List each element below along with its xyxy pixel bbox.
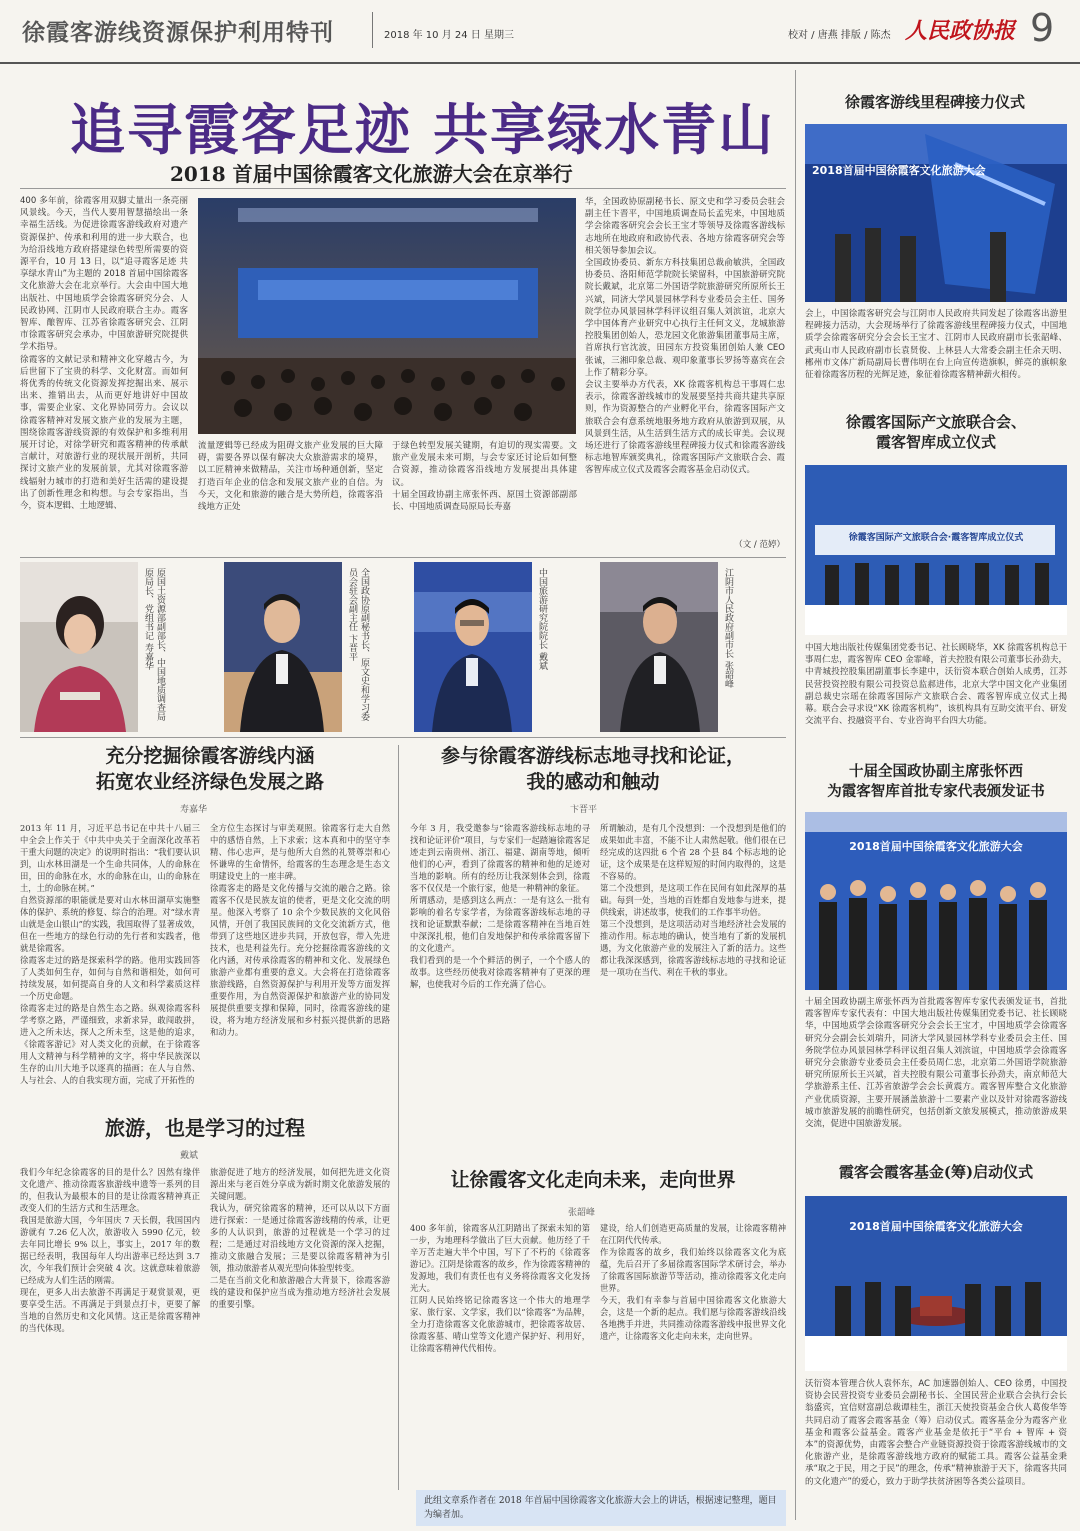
article-1-title-line-2: 拓宽农业经济绿色发展之路 (95, 770, 324, 793)
article-4-column-1: 400 多年前，徐霞客从江阴踏出了探索未知的第一步，为地理科学做出了巨大贡献。他历经了千辛万苦走遍大半个中国，写下了不朽的《徐霞客游记》。江阴是徐霞客的故乡，作为徐霞客精神的发源地，我们有责任也有义务将徐霞客文化发扬光大。 江阴人民始终铭记徐霞客这一个伟大的地理学家、旅行家、文学家，我们以“徐霞客”为品牌，全力打造徐霞客文化旅游城市，把徐霞客故居、徐霞客墓、晴山堂等文化遗产保护好、利用好，让徐霞客精神代代相传。 (410, 1223, 590, 1353)
portrait-dai-bin-illustration (414, 562, 532, 732)
article-2-column-2: 所谓触动，是有几个没想到：一个没想到是他们的成果如此丰富，不能不让人肃然起敬。他们很在已经完成的这四批 6 个省 28 个县 84 个标志地的论证，这个成果是在这样短短的时间内取得的，这是不容易的。 第二个没想到，是这项工作在民间有如此深厚的基础。每到一处，当地的百姓都自发地参与进来，提供线索，讲述故事，使我们的工作事半功倍。 第三个没想到，是这项活动对当地经济社会发展的推动作用。标志地的确认，使当地有了新的发展机遇，为文化旅游产业的发展注入了新的活力。这些都让我深深感到，徐霞客游线标志地的寻找和论证是一项功在当代、利在千秋的事业。 (600, 823, 786, 977)
sidebar-4-banner: 2018首届中国徐霞客文化旅游大会 (849, 1220, 1023, 1233)
article-4-column-2: 建设，给人们创造更高质量的发展，让徐霞客精神在江阴代代传承。 作为徐霞客的故乡，我们始终以徐霞客文化为底蕴，先后召开了多届徐霞客国际学术研讨会，举办了徐霞客国际旅游节等活动，推动徐霞客文化走向世界。 今天，我们有幸参与首届中国徐霞客文化旅游大会，这是一个新的起点。我们愿与徐霞客游线沿线各地携手并进，共同推动徐霞客游线申报世界文化遗产，让徐霞客文化走向未来，走向世界。 (600, 1223, 786, 1341)
conference-hall-photo (198, 198, 576, 434)
publication-date: 2018 年 10 月 24 日 星期三 (384, 30, 514, 41)
sidebar-2-title-line-1: 徐霞客国际产文旅联合会、 (845, 413, 1026, 431)
article-2-title-line-2: 我的感动和触动 (526, 770, 660, 793)
sidebar-1-banner: 2018首届中国徐霞客文化旅游大会 (812, 164, 986, 177)
newspaper-logo: 人民政协报 (905, 18, 1016, 44)
portraits-bottom-rule (20, 737, 786, 738)
article-4-title: 让徐霞客文化走向未来，走向世界 (450, 1169, 736, 1191)
article-3-title: 旅游，也是学习的过程 (105, 1116, 305, 1140)
article-3-author: 戴斌 (180, 1151, 199, 1161)
conference-hall-illustration (198, 198, 576, 434)
sidebar-2-title-line-2: 霞客智库成立仪式 (875, 433, 996, 452)
articles-vertical-rule (398, 745, 399, 1490)
sidebar-1-title: 徐霞客游线里程碑接力仪式 (844, 93, 1025, 111)
sidebar-3-title-line-1: 十届全国政协副主席张怀西 (849, 763, 1023, 780)
article-2-column-1: 今年 3 月，我受邀参与“徐霞客游线标志地的寻找和论证评价”项目，与专家们一起踏遍徐霞客足迹走到云南贵州、浙江、福建、湖南等地，倾听他们的心声，看到了徐霞客的精神和他的足迹对当地的影响。所有的经历让我深刻体会到，徐霞客不仅仅是一个旅行家，他是一种精神的象征。 所谓感动，是感到这么两点：一是有这么一批有影响的着名专家学者，为徐霞客游线标志地的寻找和论证默默奉献；二是徐霞客精神在当地百姓中深深扎根，他们自发地保护和传承徐霞客留下的文化遗产。 我们看到的是一个个鲜活的例子，一个个感人的故事。这些经历使我对徐霞客精神有了更深的理解，也使我对今后的工作充满了信心。 (410, 823, 590, 989)
sidebar-4-title: 霞客会霞客基金(筹)启动仪式 (838, 1163, 1034, 1181)
article-1-column-1: 2013 年 11 月，习近平总书记在中共十八届三中全会上作关于《中共中央关于全面深化改革若干重大问题的决定》的说明时指出：“我们要认识到，山水林田湖是一个生命共同体，人的命脉在田，田的命脉在水，水的命脉在山，山的命脉在土，土的命脉在树。” 自然资源部的职能就是要对山水林田湖草实施整体的保护、系统的修复、综合的治理。对“绿水青山就是金山银山”的实践，我国取得了显著成效，但在一些地方的绿色行动的先行者和实践者，他就是徐霞客。 徐霞客走过的路是探索科学的路。他用实践回答了人类如何生存，如何与自然和谐相处，如何可持续发展，如何提高自身的人文和科学素质这样一个历史命题。 徐霞客走过的路是自然生态之路。纵观徐霞客科学考察之路，严谨细致，求新求异，敢闯敢拼，进入之所未达，探人之所未至，这是他的追求，《徐霞客游记》对人类文化的贡献，在于徐霞客用人文精神与科学精神的文字，将中华民族深以生存的山川大地予以逐真的描画；在人与自然、人与社会、人的自我实现方面，完成了开拓性的 (20, 823, 200, 1085)
portrait-caption-zhang: 江阴市人民政府副市长 张韶峰 (723, 568, 733, 688)
federation-launch-illustration (805, 465, 1067, 635)
sidebar-2-title (805, 412, 1067, 453)
sidebar-4-text: 沃衍资本管理合伙人袁怀东，AC 加速器创始人、CEO 徐勇，中国投资协会民营投资专业委员会副秘书长、全国民营企业联合会执行会长翁盛宾，宜信财富副总裁谭桂生，浙江天使投资基金合伙人葛俊华等共同启动了霞客会霞客基金（筹）启动仪式。霞客基金分为霞客产业基金和霞客公益基金。霞客产业基金是依托于“平台 + 智库 + 资本”的资源优势，由霞客会整合产业链资源投资于徐霞客游线城市的文化旅游产业，是徐霞客游线地方政府的赋能工具。霞客公益基金秉承“取之于民，用之于民”的理念，传承“精神旅游于天下，徐霞客共同的文化遗产”的爱心，致力于助学扶贫济困等各类公益项目。 (805, 1379, 1067, 1487)
article-3-column-1: 我们今年纪念徐霞客的目的是什么？因然有缘伴文化遗产、推动徐霞客旅游线申遗等一系列的目的，但我认为最根本的目的是让徐霞客精神真正改变人们的生活方式和生活理念。 我国是旅游大国，今年国庆 7 天长假，我国国内游就有 7.26 亿人次，旅游收入 5990 亿元，较去年同比增长 9% 以上，事实上，2017 年的数据已经表明，我国每年人均出游率已经达到 3.7 次，今年我们预计会突破 4 次。这就意味着旅游已经成为人们生活的刚需。 现在，更多人出去旅游不再满足于观赏景观，更要享受生活。不再满足于到景点打卡，更要了解当地的自然历史和文化风情。这正是徐霞客精神的当代体现。 (20, 1167, 200, 1333)
portrait-bian-jinping-illustration (224, 562, 342, 732)
portrait-caption-bian: 全国政协原副秘书长、原文史和学习委员会驻会副主任 卞晋平 (347, 568, 369, 721)
sidebar-2-banner: 徐霞客国际产文旅联合会·霞客智库成立仪式 (848, 533, 1024, 543)
lead-column-4: 华，全国政协原副秘书长、原文史和学习委员会驻会副主任卞晋平，中国地质调查局长孟宪来，中国地质学会徐霞客研究会会长王宝才等领导及徐霞客游线标志地所在地政府和政协代表、各地方徐霞客研究会等相关领导参加会议。 全国政协委员、新东方科技集团总裁俞敏洪，全国政协委员、洛阳师范学院院长梁留科，中国旅游研究院院长戴斌，北京第二外国语学院旅游研究所原所长王兴斌，同济大学风景园林学科专业委员会主任、国务院学位办风景园林学科评议组召集人刘滨谊，北京大学中国体育产业研究中心执行主任何文义，龙城旅游控股集团创始人，恐龙园文化旅游集团董事局主席，首席执行官沈波，田园东方投资集团创始人兼 CEO 张诚，三湘印象总裁、观印象董事长罗扬等嘉宾在会上作了精彩分享。 会议主要举办方代表，XK 徐霞客机构总干事周仁忠表示，徐霞客游线城市的发展要坚持共商共建共享原则，作为资源整合的产业孵化平台，徐霞客国际产文旅联合会有意系统地服务地方政府从旅游到双展，从风景到生活，从生活到生活方式的成长审美。会议现场还进行了徐霞客游线里程碑接力仪式和徐霞客游线标志地智库颁奖典礼，徐霞客国际产文旅联合会、霞客智库成立仪式及霞客会霞客基金启动仪式。 (585, 197, 785, 476)
sidebar-1-photo (805, 124, 1067, 302)
main-headline: 追寻霞客足迹 共享绿水青山 (70, 98, 776, 162)
portrait-dai-bin (414, 562, 532, 732)
article-4-author: 张韶峰 (568, 1208, 596, 1218)
portrait-shou-jiahua-illustration (20, 562, 138, 732)
portrait-zhang-shaofeng (600, 562, 718, 732)
sidebar-1-text: 会上，中国徐霞客研究会与江阴市人民政府共同发起了徐霞客出游里程碑接力活动，大会现场举行了徐霞客游线里程碑接力仪式，中国地质学会徐霞客研究分会会长王宝才、江阴市人民政府副市长张韶峰、武夷山市人民政府副市长袁贤俊、上林县人大常委会副主任余天明、郴州市文体广新局副局长曹伟明在台上向宣传造旗帜，鲜亮的旗帜象征着徐霞客历程的光辉足迹，象征着徐霞客精神薪火相传。 (805, 309, 1067, 381)
portrait-caption-dai: 中国旅游研究院院长 戴斌 (537, 568, 547, 670)
sidebar-3-title-line-2: 为霞客智库首批专家代表颁发证书 (827, 782, 1045, 800)
article-1-title-line-1: 充分挖掘徐霞客游线内涵 (105, 745, 315, 767)
sidebar-3-text: 十届全国政协副主席张怀西为首批霞客智库专家代表颁发证书，首批霞客智库专家代表有：中国大地出版社传媒集团党委书记、社长顾晓华，中国地质学会徐霞客研究分会会长王宝才，中国地质学会徐霞客研究分会副会长刘瑞升，同济大学风景园林学科专业委员会主任、国务院学位办风景园林学科评议组召集人刘滨谊，中国地质学会徐霞客研究分会旅游专业委员会主任委员周仁忠，北京第二外国语学院旅游研究所原所长王兴斌，首夫控股有限公司董事长孙劲夫，南京师范大学旅游系主任、江苏省旅游学会会长黄震方。霞客智库整合文化旅游产业优质资源，主要开展涵盖旅游十二要素产业以及针对徐霞客游线城市旅游发展的前瞻性研究，包括创新文旅发展模式，推动旅游成果交流，促进中国旅游发展。 (805, 997, 1067, 1130)
portrait-shou-jiahua (20, 562, 138, 732)
headline-rule (20, 188, 786, 189)
editor-note: 此组文章系作者在 2018 年首届中国徐霞客文化旅游大会上的讲话，根据速记整理，题目为编者加。 (416, 1490, 786, 1526)
article-1-column-2: 全方位生态探讨与审美观照。徐霞客行走大自然中的感悟自然，上下求索；这本真和中的坚守李精、伟心忠声，是与他所大自然的礼赞尊崇和心怀谦卑的生命情怀，给霞客的生态理念是生态文明建设史上的一座丰碑。 徐霞客走的路是文化传播与交流的融合之路。徐霞客不仅是民族友谊的使者，更是文化交流的明星。他深入考察了 10 余个少数民族的文化风俗风情，开创了我国民族间的文化交流新方式，他带到了这些地区进步共同，开放包容，带入先进技术，也是利益先行。充分挖掘徐霞客游线的文化内涵，对传承徐霞客的精神和文化、发展绿色旅游产业都有重要的意义。大会将在打造徐霞客旅游线路，自然资源保护与利用开发等方面发挥重要作用，为自然资源保护和旅游产业的协同发展提供重要支撑和保障，同时，徐霞客游线的建设，将为地方经济发展和乡村振兴提供新的思路和动力。 (210, 823, 390, 1037)
lead-column-2: 流量逻辑等已经成为阻碍文旅产业发展的巨大障碍，需要各界以保有解决大众旅游需求的境界，以工匠精神来做精品，关注市场种通创新，坚定打造百年企业的信念和发展文旅产业的自信。为今天，文化和旅游的融合是大势所趋，徐霞客沿线地方正处 (198, 441, 383, 513)
sidebar-divider (795, 70, 796, 1520)
portrait-caption-shou: 原国土资源部副部长、中国地质调查局原局长、党组书记 寿嘉华 (143, 568, 165, 721)
article-1-author: 寿嘉华 (180, 805, 208, 815)
sidebar-2-text: 中国大地出版社传媒集团党委书记、社长顾晓华，XK 徐霞客机构总干事周仁忠，霞客智库 CEO 金霏峰，首夫控股有限公司董事长孙劲夫，中青城投控股集团副董事长李建中，沃衍资本联合创始人成勇，江苏民营投资控股有限公司投资总监郝进伟，北京大学中国文化产业集团副总裁史宗瑶在徐霞客国际产文旅联合会、霞客智库成立仪式上揭幕。联合会寻求设“XK 徐霞客机构”，该机构具有互助交流平台、研发交流平台、投融资平台、专业咨询平台四大功能。 (805, 643, 1067, 727)
editors-credit: 校对 / 唐燕 排版 / 陈杰 (788, 30, 891, 41)
section-title: 徐霞客游线资源保护利用特刊 (22, 20, 334, 46)
lead-column-1: 400 多年前，徐霞客用双脚丈量出一条亮丽风景线。今天，当代人要用智慧描绘出一条幸福生活线。为促进徐霞客游线政府对遗产资源保护、传承和利用的进一步大联合，也为给沿线地方政府搭建绿色转型所需要的资源平台，10 月 13 日，以“追寻霞客足迹 共享绿水青山”为主题的 2018 首届中国徐霞客文化旅游大会在北京举行。大会由中国大地出版社、中国地质学会徐霞客研究分会、人民政协网、江阴市人民政府联合主办。霞客智库、酿智库、江苏省徐霞客研究会、江阴市徐霞客研究会承办，中国旅游研究院提供学术指导。 徐霞客的文献记录和精神文化穿越古今，为后世留下了宝贵的科学、文化财富。而如何将优秀的传统文化资源发挥挖掘出来、展示出来、推销出去，从而更好地讲好中国故事，需要企业家、文化界协同劳力。会议以徐霞客精神对发展文旅产业的发展为主题，围绕徐霞客游线资源的有效保护和多维利用展开讨论，对徐学研究和霞客精神的传承献言献计，对旅游行业的现状展开剖析，共同探讨文旅产业的发展前景，尤其对徐霞客游线辐射力城市的打造和美好生活需的建设提出了创新性理念和构想。与会专家指出，当今，资本逻辑、土地逻辑、 (20, 196, 188, 512)
masthead-divider (372, 12, 373, 48)
lead-signature: （文 / 范婷） (734, 540, 785, 550)
sidebar-2-photo (805, 465, 1067, 635)
relay-ceremony-illustration (805, 124, 1067, 302)
sidebar-3-banner: 2018首届中国徐霞客文化旅游大会 (849, 840, 1023, 853)
article-2-title-line-1: 参与徐霞客游线标志地寻找和论证， (440, 745, 745, 767)
portrait-bian-jinping (224, 562, 342, 732)
sidebar-3-title (805, 762, 1067, 801)
article-2-title (400, 744, 786, 795)
article-2-author: 卞晋平 (570, 805, 598, 815)
article-1-title (30, 744, 390, 795)
page-number: 9 (1030, 6, 1055, 50)
main-subheadline: 2018 首届中国徐霞客文化旅游大会在京举行 (170, 162, 573, 186)
lead-column-3: 于绿色转型发展关键期，有迫切的现实需要。文旅产业发展未来可期，与会专家还讨论后如何整合资源，推动徐霞客沿线地方发展提出具体建议。 十届全国政协副主席张怀西、原国土资源部副部长、中国地质调查局原局长寿嘉 (392, 441, 577, 513)
portraits-top-rule (20, 557, 786, 558)
article-3-column-2: 旅游促进了地方的经济发展，如何把先进文化资源出来与老百姓分享成为新时期文化旅游发展的关键问题。 我认为，研究徐霞客的精神，还可以从以下方面进行探索：一是通过徐霞客游线精的传承，让更多的人认识到，旅游的过程就是一个学习的过程；二是通过对沿线地方文化资源的深入挖掘，推动文旅融合发展；三是要以徐霞客精神为引领，推动旅游者从观光型向体验型转变。 二是在当前文化和旅游融合大背景下，徐霞客游线的建设和保护应当成为推动地方经济社会发展的重要引擎。 (210, 1167, 390, 1309)
portrait-zhang-shaofeng-illustration (600, 562, 718, 732)
